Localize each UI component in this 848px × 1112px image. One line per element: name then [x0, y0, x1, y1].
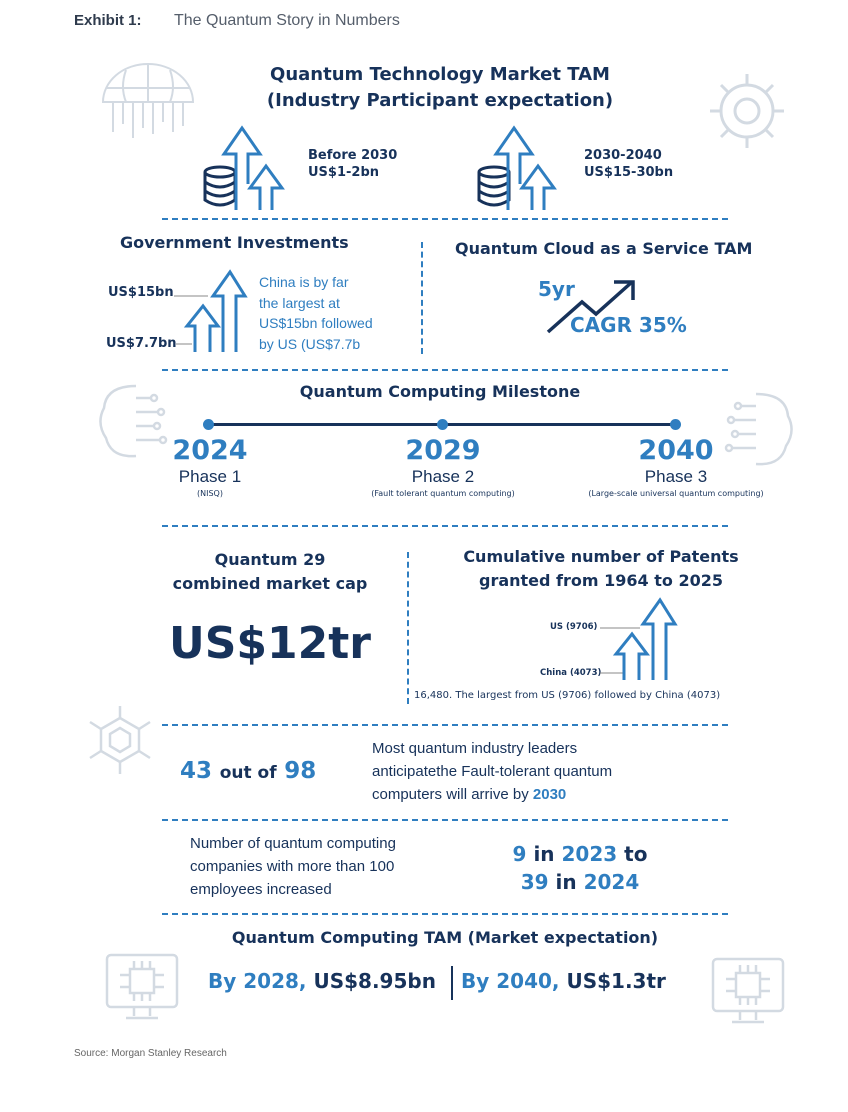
hexagon-network-icon [84, 704, 156, 776]
leaders-line: computers will arrive by [372, 786, 529, 803]
milestone-desc: (Large-scale universal quantum computing) [588, 489, 764, 498]
timeline-dot [203, 419, 214, 430]
source-note: Source: Morgan Stanley Research [74, 1048, 227, 1059]
divider [162, 369, 728, 371]
companies-n1: 9 [512, 842, 527, 866]
growth-arrows-icon-right [494, 124, 560, 212]
leaders-year: 2030 [532, 786, 567, 803]
leaders-count: 43 [180, 758, 213, 784]
tam-after-value: US$15-30bn [584, 165, 674, 180]
market-tam-subtitle: (Industry Participant expectation) [266, 90, 614, 111]
patents-title-line: granted from 1964 to 2025 [479, 571, 723, 590]
exhibit-label: Exhibit 1: [74, 12, 142, 29]
leaders-line: Most quantum industry leaders [372, 740, 578, 757]
timeline-dot [670, 419, 681, 430]
market-cap-line: combined market cap [172, 574, 368, 593]
divider [162, 724, 728, 726]
gov-us-value: US$7.7bn [106, 336, 177, 351]
milestone-phase: Phase 1 [178, 467, 242, 486]
milestone-phase-2 [343, 436, 543, 500]
divider [162, 525, 728, 527]
gov-desc-line: the largest at [259, 294, 340, 311]
gov-desc-line: US$15bn followed [259, 315, 373, 331]
market-tam-title: Quantum Technology Market TAM [270, 64, 610, 85]
patents-title [426, 545, 776, 593]
cloud-years: 5yr [538, 277, 575, 301]
gov-china-value: US$15bn [108, 285, 174, 300]
patents-growth-arrows-icon [612, 598, 676, 682]
milestone-year: 2029 [405, 435, 481, 466]
gov-title: Government Investments [120, 233, 349, 252]
computing-tam-2028 [208, 969, 436, 993]
market-cap-line: Quantum 29 [214, 550, 326, 569]
market-cap-label [150, 548, 390, 596]
divider [162, 913, 728, 915]
leaders-text [372, 737, 612, 806]
exhibit-title: The Quantum Story in Numbers [174, 12, 400, 29]
by-2028-value: US$8.95bn [313, 969, 436, 993]
tam-before-value: US$1-2bn [308, 165, 380, 180]
cpu-screen-icon-right [710, 956, 786, 1026]
cpu-screen-icon-left [104, 952, 180, 1022]
patents-footnote: 16,480. The largest from US (9706) followed by China (4073) [414, 690, 721, 701]
gov-growth-arrows-icon [186, 268, 246, 354]
patents-china-label: China (4073) [540, 668, 602, 678]
tam-after-period: 2030-2040 [584, 148, 662, 163]
companies-in: in [533, 842, 555, 866]
growth-arrows-icon-left [222, 124, 288, 212]
computing-tam-2040 [461, 969, 666, 993]
quantum-chip-icon [98, 62, 198, 142]
leaders-total: 98 [284, 758, 317, 784]
milestone-phase: Phase 2 [411, 467, 475, 486]
cloud-cagr: CAGR 35% [570, 313, 687, 337]
computing-tam-title: Quantum Computing TAM (Market expectation) [231, 928, 659, 947]
separator-bar [451, 966, 453, 1000]
companies-stat [500, 840, 660, 896]
companies-in: in [555, 870, 577, 894]
gov-desc-line: China is by far [259, 274, 349, 290]
gear-icon [702, 66, 792, 156]
milestone-desc: (NISQ) [197, 489, 223, 498]
leaders-stat [180, 758, 316, 784]
companies-line: employees increased [190, 881, 332, 898]
timeline-dot [437, 419, 448, 430]
milestone-year: 2024 [172, 435, 248, 466]
companies-n2: 39 [520, 870, 549, 894]
milestone-phase-3 [566, 436, 786, 500]
divider [162, 819, 728, 821]
milestone-phase-1 [130, 436, 290, 500]
leaders-out-of: out of [219, 763, 277, 783]
by-2028-label: By 2028, [208, 969, 307, 993]
vertical-divider [407, 552, 409, 704]
milestone-desc: (Fault tolerant quantum computing) [371, 489, 515, 498]
companies-y2: 2024 [583, 870, 640, 894]
divider [162, 218, 728, 220]
milestone-phase: Phase 3 [644, 467, 708, 486]
companies-line: Number of quantum computing [190, 835, 396, 852]
milestone-title: Quantum Computing Milestone [299, 382, 581, 401]
gov-desc-line: by US (US$7.7b [259, 335, 361, 352]
companies-y1: 2023 [561, 842, 618, 866]
patents-title-line: Cumulative number of Patents [463, 547, 739, 566]
leaders-line: anticipatethe Fault-tolerant quantum [372, 763, 613, 780]
companies-line: companies with more than 100 [190, 858, 395, 875]
patents-us-label: US (9706) [550, 622, 598, 632]
vertical-divider [421, 242, 423, 354]
tam-before-period: Before 2030 [308, 148, 398, 163]
cloud-title: Quantum Cloud as a Service TAM [455, 239, 753, 258]
gov-description [259, 272, 373, 354]
by-2040-value: US$1.3tr [566, 969, 666, 993]
companies-to: to [624, 842, 648, 866]
companies-text [190, 832, 396, 901]
by-2040-label: By 2040, [461, 969, 560, 993]
milestone-year: 2040 [638, 435, 714, 466]
market-cap-value: US$12tr [169, 618, 371, 669]
